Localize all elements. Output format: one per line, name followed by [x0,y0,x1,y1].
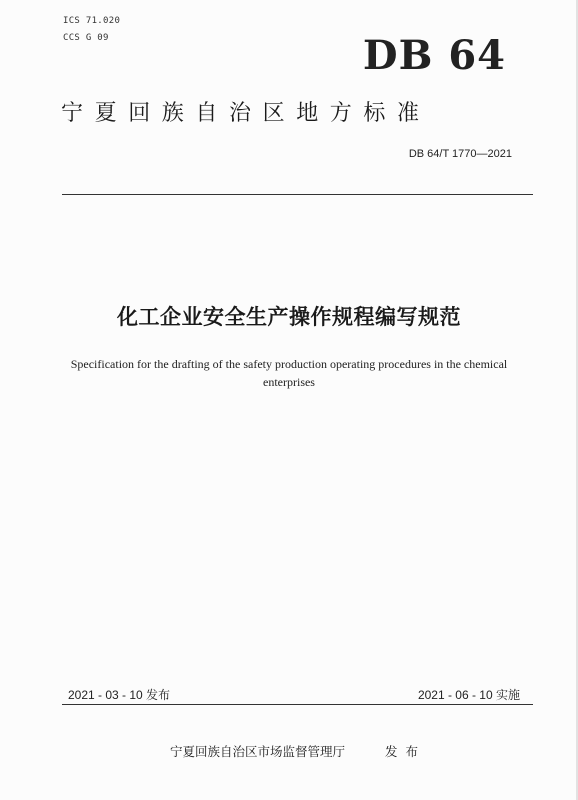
standard-number: DB 64/T 1770—2021 [408,148,512,160]
bottom-divider [62,704,533,705]
document-title-english: Specification for the drafting of the safety production operating procedures in the chemical enterprises [70,357,508,389]
issue-date: 2021 - 03 - 10 发布 [68,688,171,702]
publisher-name: 宁夏回族自治区市场监督管理厅 [170,744,346,759]
document-title-chinese: 化工企业安全生产操作规程编写规范 [117,305,461,329]
organization-title: 宁夏回族自治区地方标准 [61,101,431,126]
ccs-code: CCS G 09 [63,33,109,43]
ics-code: ICS 71.020 [63,16,121,26]
implementation-date: 2021 - 06 - 10 实施 [417,688,520,702]
publish-label: 发布 [385,744,427,759]
top-divider [62,194,533,195]
db-logo: DB 64 [362,32,506,79]
